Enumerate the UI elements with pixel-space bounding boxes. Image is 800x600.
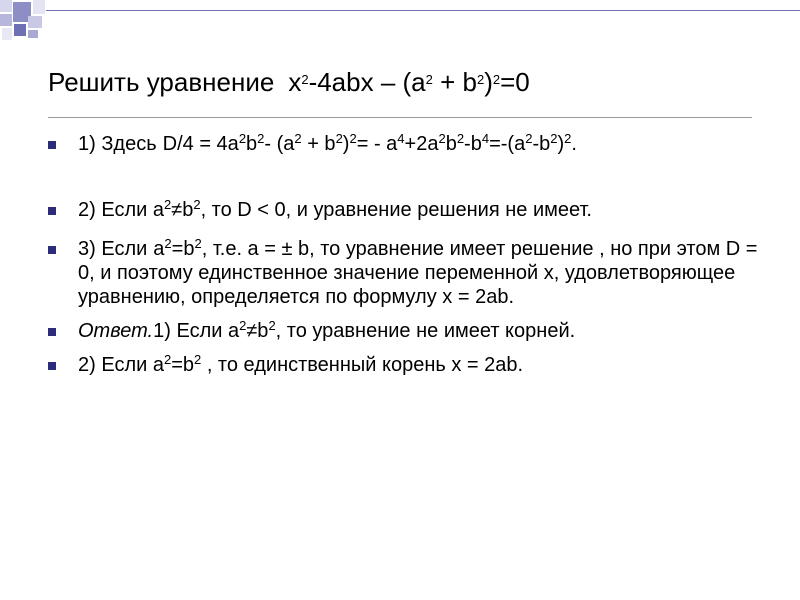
decor-square xyxy=(14,24,26,36)
bullet-list xyxy=(48,132,758,377)
decor-square xyxy=(28,16,42,28)
list-item: 2) Если $a^2\ne b^2$, то D < 0, и уравнение решения не имеет. xyxy=(48,198,758,222)
top-rule xyxy=(46,10,800,11)
decor-square xyxy=(33,0,45,14)
slide-title xyxy=(48,66,530,98)
title-equation: $x^2-4abx - (a^2 + b^2)^2=0$ xyxy=(288,67,530,97)
decor-square xyxy=(28,30,38,38)
list-item: 2) Если $a^2=b^2$ , то единственный корень x = 2ab. xyxy=(48,353,758,377)
list-item: 3) Если $a^2=b^2$, т.е. a = ± b, то уравнение имеет решение , но при этом D = 0, и поэтому единственное значение переменной x, удовлетворяющее уравнению, определяется по формулу x = 2ab. xyxy=(48,237,758,309)
title-divider xyxy=(48,117,752,118)
answer-label: Ответ. xyxy=(78,320,154,342)
list-item: 1) Здесь $D/4 = 4a^2b^2-$ $(a^2 + b^2)^2= - a^4+2a^2b^2-b^4=-(a^2-b^2)^2$. xyxy=(48,132,758,156)
square-bullet-icon xyxy=(48,362,56,370)
title-lead: Решить уравнение xyxy=(48,67,275,97)
list-item: Ответ.1) Если $a^2\ne b^2$, то уравнение не имеет корней. xyxy=(48,319,758,343)
square-bullet-icon xyxy=(48,141,56,149)
decor-square xyxy=(0,0,12,12)
square-bullet-icon xyxy=(48,328,56,336)
decor-square xyxy=(0,14,12,26)
square-bullet-icon xyxy=(48,207,56,215)
square-bullet-icon xyxy=(48,246,56,254)
decor-square xyxy=(2,28,12,40)
